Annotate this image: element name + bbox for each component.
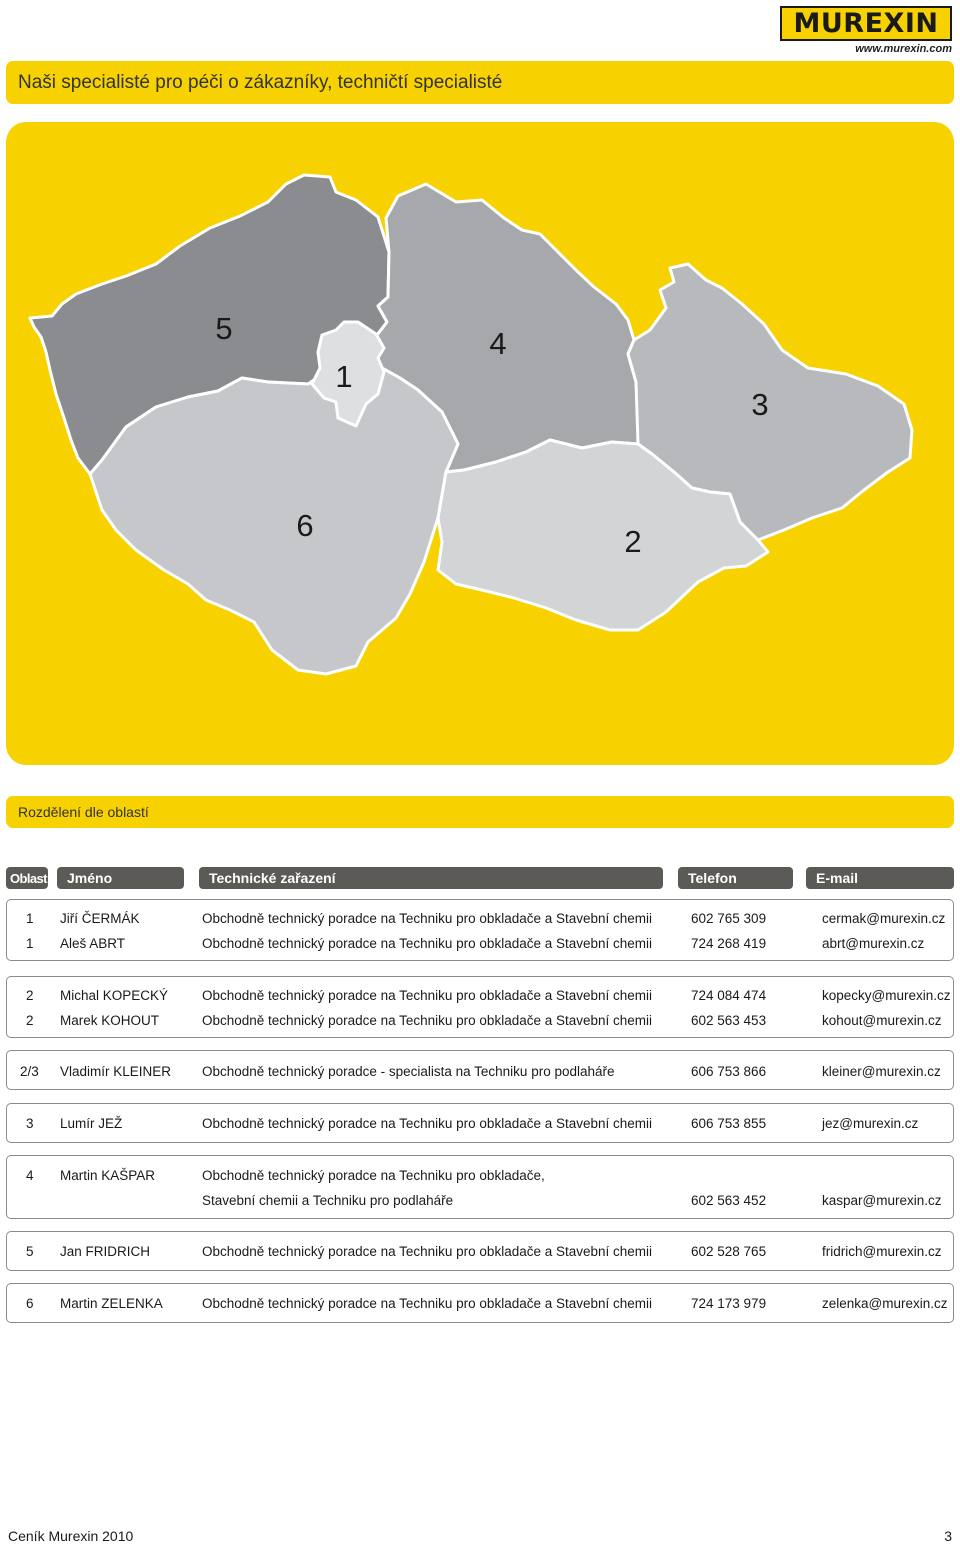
cell-tech: Obchodně technický poradce na Techniku pro obkladače a Stavební chemii (202, 911, 653, 926)
cell-mail[interactable]: kopecky@murexin.cz (822, 988, 951, 1003)
table-row (7, 1168, 955, 1186)
cell-jmeno: Jan FRIDRICH (60, 1244, 151, 1259)
section-title-banner (6, 796, 954, 828)
col-header-mail: E-mail (806, 867, 954, 889)
col-header-jmeno: Jméno (57, 867, 184, 889)
cell-tech: Obchodně technický poradce na Techniku pro obkladače a Stavební chemii (202, 936, 653, 951)
cell-jmeno: Vladimír KLEINER (60, 1064, 172, 1079)
cell-jmeno: Jiří ČERMÁK (60, 911, 140, 926)
page-number: 3 (944, 1528, 952, 1544)
cell-tech: Obchodně technický poradce na Techniku pro obkladače a Stavební chemii (202, 1013, 653, 1028)
cell-tel[interactable]: 602 563 452 (691, 1193, 767, 1208)
cell-tel[interactable]: 724 084 474 (691, 988, 767, 1003)
map-label-4: 4 (489, 326, 507, 361)
table-group-region-4 (6, 1155, 954, 1219)
cell-mail[interactable]: kohout@murexin.cz (822, 1013, 942, 1028)
cell-jmeno: Aleš ABRT (60, 936, 126, 951)
cell-tech: Obchodně technický poradce na Techniku pro obkladače a Stavební chemii (202, 1116, 653, 1131)
logo-box (780, 6, 952, 41)
table-row (7, 1116, 955, 1134)
brand-logo (780, 6, 952, 54)
cell-oblast: 5 (26, 1244, 34, 1259)
cell-tech: Obchodně technický poradce na Techniku pro obkladače a Stavební chemii (202, 988, 653, 1003)
cell-oblast: 2 (26, 988, 34, 1003)
table-group-region-5 (6, 1231, 954, 1271)
page-title: Naši specialisté pro péči o zákazníky, techničtí specialisté (18, 71, 503, 93)
cell-tel[interactable]: 602 563 453 (691, 1013, 767, 1028)
map-label-1: 1 (335, 359, 353, 394)
cell-tel[interactable]: 606 753 866 (691, 1064, 767, 1079)
col-header-oblast: Oblast (6, 867, 48, 889)
brand-url[interactable]: www.murexin.com (855, 43, 952, 55)
table-group-region-3 (6, 1103, 954, 1143)
logo-text: MUREXIN (793, 8, 939, 39)
cell-jmeno: Marek KOHOUT (60, 1013, 160, 1028)
table-group-region-2-3 (6, 1050, 954, 1090)
cell-oblast: 3 (26, 1116, 34, 1131)
cell-oblast: 1 (26, 911, 34, 926)
cell-tech: Obchodně technický poradce na Techniku pro obkladače a Stavební chemii (202, 1296, 653, 1311)
footer-title: Ceník Murexin 2010 (8, 1528, 134, 1544)
table-header (0, 867, 960, 889)
cell-tech: Obchodně technický poradce - specialista na Techniku pro podlaháře (202, 1064, 615, 1079)
cell-oblast: 2 (26, 1013, 34, 1028)
table-row (7, 988, 955, 1006)
cell-mail[interactable]: zelenka@murexin.cz (822, 1296, 948, 1311)
section-title: Rozdělení dle oblastí (18, 804, 149, 820)
col-header-tech: Technické zařazení (199, 867, 663, 889)
cell-mail[interactable]: abrt@murexin.cz (822, 936, 925, 951)
region-map-panel (6, 122, 954, 765)
table-row (7, 936, 955, 954)
cell-mail[interactable]: kaspar@murexin.cz (822, 1193, 942, 1208)
cell-mail[interactable]: kleiner@murexin.cz (822, 1064, 941, 1079)
cell-tech: Obchodně technický poradce na Techniku pro obkladače a Stavební chemii (202, 1244, 653, 1259)
cell-oblast: 4 (26, 1168, 34, 1183)
table-row (7, 1064, 955, 1082)
cell-jmeno: Martin KAŠPAR (60, 1168, 156, 1183)
table-group-region-6 (6, 1283, 954, 1323)
table-row (7, 1013, 955, 1031)
czech-region-map (6, 122, 954, 765)
cell-tel[interactable]: 724 173 979 (691, 1296, 767, 1311)
cell-oblast: 6 (26, 1296, 34, 1311)
cell-oblast: 1 (26, 936, 34, 951)
cell-tel[interactable]: 606 753 855 (691, 1116, 767, 1131)
cell-mail[interactable]: jez@murexin.cz (822, 1116, 919, 1131)
page-title-banner (6, 61, 954, 104)
cell-tel[interactable]: 602 528 765 (691, 1244, 767, 1259)
cell-mail[interactable]: cermak@murexin.cz (822, 911, 946, 926)
table-row-continuation (7, 1193, 955, 1211)
map-label-3: 3 (751, 387, 769, 422)
table-row (7, 1244, 955, 1262)
cell-mail[interactable]: fridrich@murexin.cz (822, 1244, 942, 1259)
cell-tel[interactable]: 724 268 419 (691, 936, 767, 951)
cell-jmeno: Lumír JEŽ (60, 1116, 123, 1131)
table-row (7, 1296, 955, 1314)
table-group-region-1 (6, 899, 954, 961)
map-label-6: 6 (296, 508, 314, 543)
cell-tech-line2: Stavební chemii a Techniku pro podlaháře (202, 1193, 454, 1208)
cell-tech: Obchodně technický poradce na Techniku pro obkladače, (202, 1168, 545, 1183)
cell-oblast: 2/3 (20, 1064, 39, 1079)
map-label-2: 2 (624, 524, 642, 559)
col-header-tel: Telefon (678, 867, 793, 889)
cell-jmeno: Michal KOPECKÝ (60, 988, 169, 1003)
cell-tel[interactable]: 602 765 309 (691, 911, 767, 926)
table-row (7, 911, 955, 929)
cell-jmeno: Martin ZELENKA (60, 1296, 163, 1311)
map-label-5: 5 (215, 311, 233, 346)
table-group-region-2 (6, 976, 954, 1038)
